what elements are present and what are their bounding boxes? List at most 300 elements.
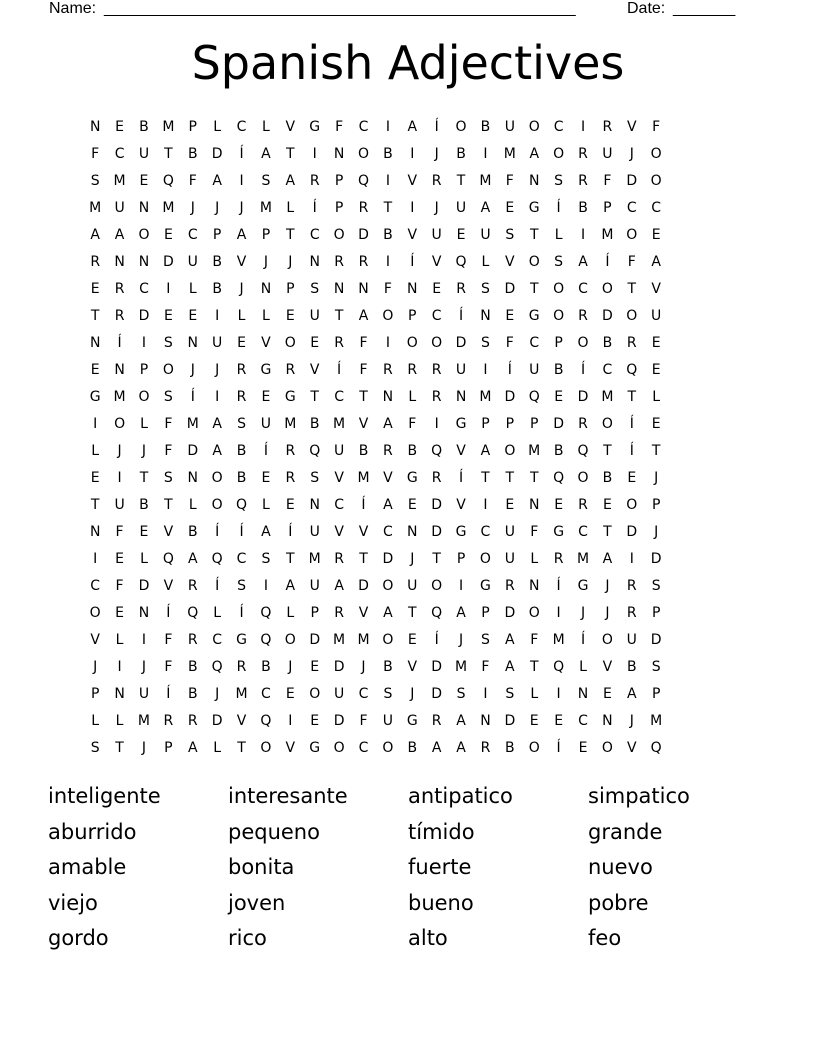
grid-letter: L	[286, 199, 295, 216]
grid-letter: V	[456, 442, 466, 459]
grid-letter: L	[91, 712, 100, 729]
grid-letter: V	[358, 604, 369, 621]
grid-letter: E	[115, 118, 125, 135]
grid-row	[83, 464, 743, 491]
grid-letter: U	[309, 523, 320, 540]
grid-letter: V	[407, 226, 418, 243]
grid-letter: J	[263, 253, 268, 270]
grid-letter: R	[334, 550, 344, 567]
grid-letter: Í	[507, 361, 512, 378]
grid-letter: D	[211, 712, 223, 729]
grid-letter: R	[578, 496, 588, 513]
grid-letter: Í	[629, 442, 634, 459]
grid-letter: D	[211, 145, 223, 162]
grid-letter: U	[138, 145, 150, 162]
grid-letter: S	[163, 469, 173, 486]
grid-letter: P	[310, 604, 319, 621]
name-field-line: _____________________________________________________	[104, 0, 576, 17]
grid-letter: J	[93, 658, 98, 675]
grid-letter: S	[383, 685, 393, 702]
grid-letter: M	[601, 226, 614, 243]
grid-letter: S	[261, 550, 271, 567]
grid-letter: Í	[166, 604, 171, 621]
grid-letter: R	[334, 334, 344, 351]
grid-letter: T	[359, 550, 368, 567]
grid-letter: U	[382, 712, 393, 729]
grid-letter: L	[262, 307, 270, 324]
grid-letter: B	[383, 145, 393, 162]
grid-letter: N	[138, 604, 150, 621]
grid-row	[83, 329, 743, 356]
grid-letter: Q	[309, 442, 321, 459]
grid-letter: I	[141, 334, 147, 351]
grid-letter: E	[432, 280, 442, 297]
grid-letter: R	[407, 361, 418, 378]
grid-letter: Í	[190, 388, 195, 405]
grid-letter: C	[651, 199, 662, 216]
grid-letter: C	[358, 739, 369, 756]
grid-letter: C	[382, 523, 393, 540]
grid-letter: A	[529, 145, 540, 162]
grid-letter: M	[601, 388, 614, 405]
grid-letter: G	[528, 307, 540, 324]
word-bank-item: grande	[588, 819, 663, 844]
grid-letter: N	[89, 334, 101, 351]
grid-letter: J	[215, 361, 220, 378]
grid-letter: O	[284, 334, 296, 351]
grid-letter: Q	[260, 631, 272, 648]
grid-letter: A	[407, 118, 418, 135]
grid-letter: L	[481, 253, 490, 270]
grid-letter: U	[455, 361, 467, 378]
grid-letter: R	[431, 388, 442, 405]
grid-letter: D	[504, 604, 516, 621]
grid-letter: M	[503, 145, 516, 162]
grid-letter: O	[114, 415, 126, 432]
grid-letter: E	[651, 415, 661, 432]
grid-letter: R	[358, 199, 369, 216]
grid-letter: L	[115, 712, 124, 729]
word-bank-item: pequeno	[228, 819, 320, 844]
grid-letter: V	[627, 118, 637, 135]
grid-letter: U	[504, 118, 515, 135]
grid-letter: J	[141, 658, 147, 675]
grid-letter: E	[163, 307, 173, 324]
grid-letter: D	[431, 685, 443, 702]
grid-letter: Í	[117, 334, 122, 351]
grid-letter: B	[407, 442, 418, 459]
grid-letter: J	[458, 631, 464, 648]
grid-letter: U	[602, 145, 613, 162]
grid-letter: F	[383, 280, 392, 297]
grid-letter: R	[431, 172, 442, 189]
grid-letter: I	[385, 334, 390, 351]
grid-letter: M	[284, 415, 297, 432]
grid-row	[83, 167, 743, 194]
grid-letter: Í	[337, 361, 342, 378]
grid-letter: F	[164, 415, 173, 432]
grid-letter: C	[261, 685, 271, 702]
grid-letter: A	[212, 442, 222, 459]
grid-letter: Q	[260, 604, 272, 621]
grid-letter: Í	[239, 523, 244, 540]
grid-letter: G	[406, 469, 418, 486]
grid-letter: M	[113, 172, 126, 189]
grid-letter: V	[505, 253, 515, 270]
word-bank-item: feo	[588, 926, 622, 950]
grid-letter: N	[187, 334, 198, 351]
grid-letter: M	[528, 442, 541, 459]
grid-letter: D	[504, 712, 516, 729]
word-search-grid	[83, 113, 743, 761]
grid-letter: N	[407, 523, 418, 540]
grid-letter: I	[556, 685, 561, 702]
grid-letter: E	[310, 334, 320, 351]
grid-letter: E	[285, 307, 295, 324]
grid-letter: E	[237, 334, 246, 351]
grid-letter: O	[528, 253, 540, 270]
grid-letter: J	[239, 199, 244, 216]
grid-letter: A	[651, 253, 661, 270]
grid-letter: V	[627, 739, 637, 756]
grid-letter: O	[626, 226, 638, 243]
grid-letter: S	[237, 577, 246, 594]
grid-letter: N	[480, 307, 491, 324]
grid-letter: J	[434, 199, 439, 216]
word-bank-item: joven	[228, 890, 286, 915]
grid-letter: E	[651, 226, 661, 243]
grid-letter: B	[383, 658, 393, 675]
grid-letter: Q	[553, 658, 565, 675]
grid-letter: R	[285, 442, 296, 459]
grid-letter: V	[407, 172, 418, 189]
grid-letter: F	[505, 334, 514, 351]
grid-letter: D	[358, 226, 369, 243]
grid-letter: A	[212, 172, 222, 189]
grid-letter: R	[431, 712, 442, 729]
grid-letter: J	[605, 604, 610, 621]
grid-letter: N	[89, 523, 101, 540]
grid-letter: U	[114, 496, 125, 513]
grid-letter: A	[383, 415, 393, 432]
grid-letter: N	[114, 253, 125, 270]
grid-letter: E	[602, 496, 612, 513]
grid-letter: G	[455, 523, 467, 540]
grid-letter: B	[139, 118, 149, 135]
grid-letter: F	[359, 361, 368, 378]
grid-letter: M	[186, 415, 199, 432]
word-bank-item: simpatico	[588, 784, 690, 808]
grid-letter: Í	[263, 442, 268, 459]
grid-letter: O	[162, 361, 174, 378]
grid-letter: T	[481, 469, 490, 486]
grid-letter: Q	[528, 388, 540, 405]
grid-letter: D	[431, 658, 443, 675]
grid-letter: A	[285, 172, 296, 189]
grid-letter: I	[410, 199, 415, 216]
grid-letter: Q	[577, 442, 589, 459]
grid-letter: Q	[162, 550, 174, 567]
grid-letter: M	[89, 199, 102, 216]
grid-letter: J	[141, 442, 147, 459]
grid-letter: L	[408, 388, 417, 405]
grid-letter: J	[190, 199, 195, 216]
grid-letter: M	[333, 415, 346, 432]
grid-letter: M	[333, 631, 346, 648]
grid-letter: S	[90, 172, 100, 189]
word-bank-item: aburrido	[48, 819, 137, 844]
grid-letter: I	[93, 415, 98, 432]
grid-letter: D	[504, 388, 516, 405]
word-bank-item: interesante	[228, 784, 348, 808]
grid-letter: I	[580, 226, 586, 243]
grid-letter: I	[263, 577, 268, 594]
grid-letter: N	[138, 199, 150, 216]
grid-row	[83, 221, 743, 248]
grid-letter: O	[626, 496, 638, 513]
grid-letter: N	[602, 712, 613, 729]
grid-letter: R	[285, 469, 296, 486]
grid-letter: J	[605, 577, 610, 594]
grid-letter: P	[651, 604, 661, 621]
grid-letter: Q	[431, 442, 443, 459]
grid-letter: F	[115, 523, 124, 540]
grid-letter: S	[90, 739, 100, 756]
grid-letter: C	[334, 496, 344, 513]
grid-letter: Q	[187, 604, 199, 621]
grid-letter: A	[431, 739, 442, 756]
grid-letter: P	[651, 496, 661, 513]
grid-letter: A	[90, 226, 100, 243]
grid-letter: O	[211, 469, 223, 486]
grid-letter: N	[89, 118, 101, 135]
grid-letter: A	[261, 523, 271, 540]
grid-letter: J	[239, 280, 244, 297]
grid-letter: P	[139, 361, 149, 378]
grid-letter: P	[334, 199, 344, 216]
grid-letter: R	[578, 307, 588, 324]
grid-letter: Q	[650, 739, 662, 756]
grid-letter: L	[554, 226, 563, 243]
grid-letter: D	[626, 172, 638, 189]
grid-letter: I	[117, 658, 122, 675]
grid-letter: B	[407, 739, 418, 756]
grid-letter: S	[163, 334, 173, 351]
word-bank-item: rico	[228, 926, 267, 950]
grid-letter: C	[114, 145, 125, 162]
word-bank-item: inteligente	[48, 784, 161, 808]
grid-letter: B	[626, 658, 637, 675]
grid-letter: V	[309, 361, 320, 378]
grid-letter: O	[601, 631, 613, 648]
grid-letter: E	[578, 739, 588, 756]
grid-letter: O	[431, 577, 443, 594]
grid-letter: D	[431, 523, 443, 540]
grid-letter: N	[309, 496, 320, 513]
grid-letter: B	[187, 685, 198, 702]
grid-letter: F	[335, 118, 344, 135]
grid-letter: I	[434, 415, 439, 432]
grid-letter: D	[358, 577, 369, 594]
grid-letter: J	[629, 712, 634, 729]
grid-letter: J	[215, 199, 220, 216]
grid-letter: N	[114, 361, 125, 378]
grid-letter: I	[93, 550, 98, 567]
grid-letter: N	[333, 145, 345, 162]
grid-letter: L	[140, 415, 148, 432]
grid-letter: T	[286, 226, 295, 243]
grid-letter: I	[629, 550, 634, 567]
grid-letter: D	[333, 712, 345, 729]
grid-letter: L	[188, 280, 197, 297]
grid-letter: F	[530, 523, 539, 540]
grid-letter: B	[212, 280, 222, 297]
grid-letter: E	[651, 334, 661, 351]
grid-letter: R	[480, 739, 491, 756]
grid-letter: P	[164, 739, 173, 756]
grid-letter: N	[309, 253, 320, 270]
word-bank-item: bueno	[408, 890, 474, 915]
grid-letter: R	[334, 604, 344, 621]
grid-letter: T	[237, 739, 246, 756]
grid-letter: R	[626, 334, 637, 351]
grid-letter: O	[553, 145, 565, 162]
grid-letter: T	[139, 469, 149, 486]
grid-letter: N	[577, 685, 589, 702]
grid-letter: S	[505, 685, 515, 702]
grid-letter: T	[164, 145, 173, 162]
grid-letter: V	[334, 469, 344, 486]
grid-letter: G	[236, 631, 247, 648]
grid-letter: Í	[239, 145, 244, 162]
grid-letter: F	[505, 172, 514, 189]
grid-letter: V	[90, 631, 100, 648]
grid-letter: E	[285, 685, 295, 702]
word-bank-item: viejo	[48, 890, 98, 915]
grid-row	[83, 410, 743, 437]
grid-letter: V	[358, 523, 369, 540]
grid-letter: M	[235, 685, 248, 702]
grid-letter: U	[480, 226, 491, 243]
grid-letter: R	[285, 361, 296, 378]
grid-letter: U	[333, 442, 345, 459]
grid-letter: F	[603, 172, 612, 189]
grid-letter: V	[285, 739, 296, 756]
grid-letter: S	[651, 577, 661, 594]
grid-letter: O	[89, 604, 101, 621]
grid-letter: Q	[236, 496, 248, 513]
grid-letter: P	[505, 415, 515, 432]
grid-letter: F	[481, 658, 490, 675]
grid-letter: L	[262, 118, 270, 135]
grid-letter: O	[650, 145, 662, 162]
grid-letter: O	[333, 226, 345, 243]
grid-letter: R	[431, 361, 442, 378]
grid-letter: I	[580, 118, 586, 135]
grid-letter: V	[163, 523, 174, 540]
grid-letter: A	[602, 550, 613, 567]
grid-letter: B	[212, 253, 222, 270]
grid-letter: N	[260, 280, 272, 297]
grid-letter: G	[309, 739, 321, 756]
grid-letter: O	[284, 631, 296, 648]
grid-letter: Í	[629, 415, 634, 432]
grid-letter: P	[651, 685, 661, 702]
grid-letter: F	[164, 658, 173, 675]
grid-letter: D	[138, 307, 150, 324]
grid-letter: B	[480, 118, 491, 135]
grid-letter: A	[285, 577, 296, 594]
grid-letter: F	[627, 253, 636, 270]
grid-letter: O	[528, 739, 540, 756]
grid-letter: O	[577, 334, 589, 351]
grid-letter: E	[554, 388, 564, 405]
grid-letter: O	[455, 118, 467, 135]
grid-letter: B	[456, 145, 466, 162]
grid-letter: N	[528, 496, 540, 513]
grid-letter: O	[504, 442, 516, 459]
grid-letter: C	[480, 523, 491, 540]
grid-letter: B	[187, 145, 198, 162]
grid-letter: I	[483, 496, 488, 513]
grid-letter: Q	[553, 469, 565, 486]
grid-letter: F	[530, 631, 539, 648]
grid-letter: U	[333, 685, 345, 702]
grid-letter: Í	[580, 631, 586, 648]
grid-letter: P	[334, 172, 344, 189]
grid-letter: A	[212, 415, 222, 432]
grid-letter: P	[530, 415, 539, 432]
grid-letter: U	[407, 577, 418, 594]
grid-letter: C	[358, 685, 369, 702]
grid-letter: E	[505, 199, 515, 216]
grid-letter: B	[187, 658, 198, 675]
grid-letter: R	[383, 361, 393, 378]
grid-row	[83, 599, 743, 626]
word-bank-item: amable	[48, 855, 127, 879]
grid-row	[83, 491, 743, 518]
grid-letter: Í	[288, 523, 293, 540]
grid-letter: P	[603, 199, 612, 216]
grid-letter: C	[431, 307, 442, 324]
grid-letter: T	[603, 442, 612, 459]
grid-letter: O	[577, 469, 589, 486]
grid-letter: G	[480, 577, 491, 594]
grid-letter: T	[286, 145, 295, 162]
grid-letter: G	[577, 577, 589, 594]
grid-letter: C	[578, 523, 588, 540]
grid-letter: J	[580, 604, 586, 621]
grid-letter: C	[602, 361, 613, 378]
grid-letter: R	[236, 658, 247, 675]
grid-letter: R	[187, 712, 198, 729]
grid-letter: J	[410, 550, 415, 567]
grid-row	[83, 248, 743, 275]
grid-letter: L	[213, 118, 222, 135]
grid-row	[83, 194, 743, 221]
grid-letter: R	[114, 307, 125, 324]
grid-letter: R	[309, 172, 320, 189]
grid-letter: I	[166, 280, 171, 297]
grid-letter: D	[162, 253, 174, 270]
grid-letter: J	[117, 442, 122, 459]
grid-letter: M	[357, 469, 370, 486]
grid-letter: U	[138, 685, 150, 702]
grid-letter: I	[312, 145, 317, 162]
grid-letter: L	[188, 496, 197, 513]
grid-letter: S	[505, 226, 515, 243]
grid-letter: Q	[626, 361, 638, 378]
